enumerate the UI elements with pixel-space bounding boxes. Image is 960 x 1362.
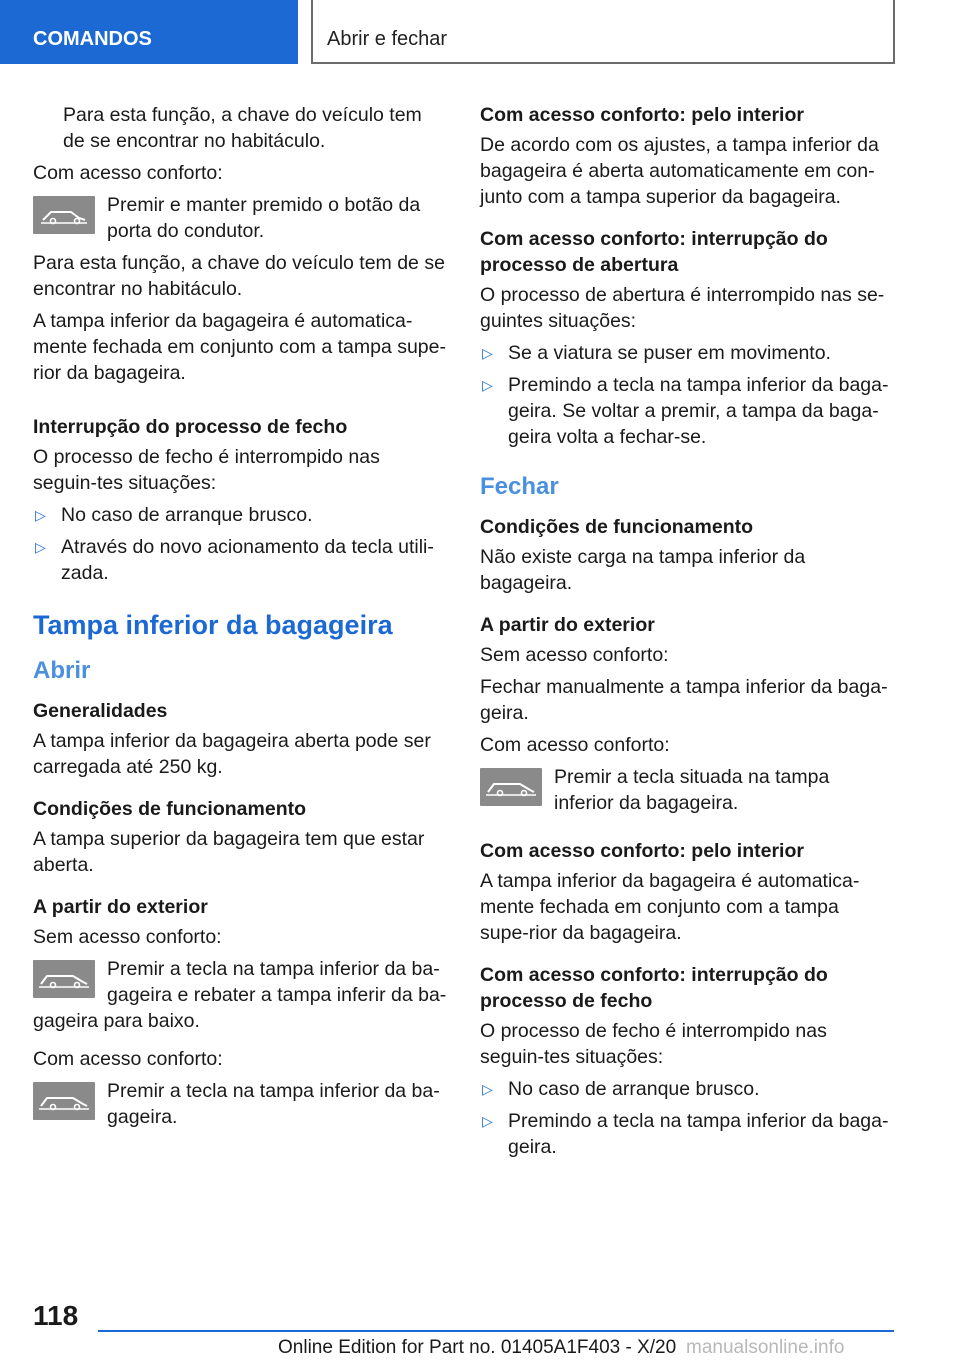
paragraph: De acordo com os ajustes, a tampa inferior da bagageira é aberta automaticamente em con-junto com a tampa superior da bagageira. bbox=[480, 134, 879, 208]
list-item-text: No caso de arranque brusco. bbox=[61, 504, 313, 526]
subheading: A partir do exterior bbox=[480, 614, 655, 636]
list-item-text: Premindo a tecla na tampa inferior da baga-geira. bbox=[508, 1110, 889, 1158]
section-heading: Tampa inferior da bagageira bbox=[33, 610, 393, 640]
page-number: 118 bbox=[33, 1300, 79, 1331]
car-icon bbox=[33, 196, 95, 234]
subheading: Condições de funcionamento bbox=[480, 516, 754, 538]
car-tailgate-icon bbox=[33, 1082, 95, 1120]
section-subheading: Abrir bbox=[33, 657, 91, 684]
paragraph: O processo de fecho é interrompido nas seguin-tes situações: bbox=[480, 1020, 827, 1068]
paragraph: Fechar manualmente a tampa inferior da baga-geira. bbox=[480, 676, 888, 724]
subheading: Interrupção do processo de fecho bbox=[33, 416, 348, 438]
section-tab bbox=[0, 0, 298, 64]
paragraph: Premir e manter premido o botão da porta do condutor. bbox=[107, 194, 421, 242]
watermark: manualsonline.info bbox=[686, 1337, 845, 1358]
icon-paragraph bbox=[33, 192, 447, 244]
paragraph: A tampa superior da bagageira tem que estar aberta. bbox=[33, 828, 425, 876]
list-item bbox=[480, 1108, 892, 1160]
paragraph: Sem acesso conforto: bbox=[33, 926, 222, 948]
paragraph: A tampa inferior da bagageira é automatica-mente fechada em conjunto com a tampa supe-rior da bagageira. bbox=[480, 870, 860, 944]
paragraph: Premir a tecla na tampa inferior da ba-gageira. bbox=[107, 1080, 440, 1128]
triangle-right-icon: ▷ bbox=[482, 1113, 493, 1129]
paragraph: A tampa inferior da bagageira é automatica-mente fechada em conjunto com a tampa supe-rior da bagageira. bbox=[33, 310, 446, 384]
edition-text: Online Edition for Part no. 01405A1F403 - X/20 bbox=[278, 1337, 677, 1358]
paragraph: Com acesso conforto: bbox=[480, 734, 670, 756]
paragraph: Com acesso conforto: bbox=[33, 1048, 223, 1070]
paragraph: Para esta função, a chave do veículo tem de se encontrar no habitáculo. bbox=[33, 252, 445, 300]
list-item bbox=[33, 502, 447, 528]
car-tailgate-icon bbox=[480, 768, 542, 806]
paragraph: Para esta função, a chave do veículo tem de se encontrar no habitáculo. bbox=[63, 104, 422, 152]
icon-paragraph bbox=[33, 956, 447, 1034]
subheading: Condições de funcionamento bbox=[33, 798, 307, 820]
list-item-text: Premindo a tecla na tampa inferior da baga-geira. Se voltar a premir, a tampa da baga-geira volta a fechar-se. bbox=[508, 374, 889, 448]
list-item-text: Se a viatura se puser em movimento. bbox=[508, 342, 831, 364]
subheading: Com acesso conforto: pelo interior bbox=[480, 104, 804, 126]
section-label: COMANDOS bbox=[33, 28, 152, 50]
list-item bbox=[480, 1076, 892, 1102]
list-item bbox=[33, 534, 447, 586]
icon-paragraph bbox=[33, 1078, 447, 1130]
subheading: Generalidades bbox=[33, 700, 168, 722]
chapter-title-box bbox=[311, 0, 895, 64]
triangle-right-icon: ▷ bbox=[482, 345, 493, 361]
triangle-right-icon: ▷ bbox=[35, 539, 46, 555]
section-subheading: Fechar bbox=[480, 473, 559, 500]
left-column bbox=[33, 102, 447, 1136]
paragraph: Premir a tecla na tampa inferior da ba-gageira e rebater a tampa inferir da ba-gageira para baixo. bbox=[33, 958, 447, 1032]
chapter-title: Abrir e fechar bbox=[327, 28, 448, 50]
paragraph: Premir a tecla situada na tampa inferior da bagageira. bbox=[554, 766, 830, 814]
subheading: Com acesso conforto: interrupção do processo de abertura bbox=[480, 228, 828, 276]
list-item bbox=[480, 372, 892, 450]
paragraph: Sem acesso conforto: bbox=[480, 644, 669, 666]
subheading: Com acesso conforto: pelo interior bbox=[480, 840, 804, 862]
paragraph: Com acesso conforto: bbox=[33, 162, 223, 184]
list-item-text: Através do novo acionamento da tecla utili-zada. bbox=[61, 536, 434, 584]
footer-rule bbox=[98, 1330, 894, 1332]
icon-paragraph bbox=[480, 764, 892, 816]
paragraph: Não existe carga na tampa inferior da bagageira. bbox=[480, 546, 806, 594]
subheading: Com acesso conforto: interrupção do processo de fecho bbox=[480, 964, 828, 1012]
car-tailgate-icon bbox=[33, 960, 95, 998]
triangle-right-icon: ▷ bbox=[482, 377, 493, 393]
triangle-right-icon: ▷ bbox=[35, 507, 46, 523]
list-item-text: No caso de arranque brusco. bbox=[508, 1078, 760, 1100]
paragraph: A tampa inferior da bagageira aberta pode ser carregada até 250 kg. bbox=[33, 730, 431, 778]
list-item bbox=[480, 340, 892, 366]
paragraph: O processo de abertura é interrompido nas se-guintes situações: bbox=[480, 284, 885, 332]
subheading: A partir do exterior bbox=[33, 896, 208, 918]
paragraph: O processo de fecho é interrompido nas seguin-tes situações: bbox=[33, 446, 380, 494]
triangle-right-icon: ▷ bbox=[482, 1081, 493, 1097]
right-column bbox=[480, 102, 892, 1166]
